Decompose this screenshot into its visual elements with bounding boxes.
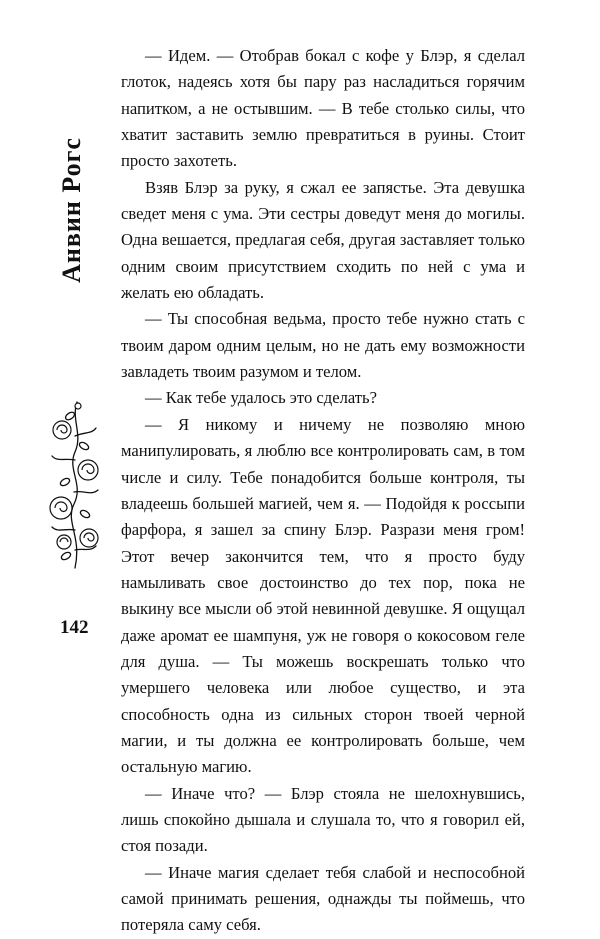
page-number: 142 xyxy=(60,617,89,638)
paragraph: — Идем. — Отобрав бокал с кофе у Блэр, я сделал глоток, надеясь хотя бы пару раз насладиться горячим напитком, а не остывшим. — В тебе столько силы, что хватит заставить землю превратиться в руины. Стоит просто захотеть. xyxy=(121,46,525,171)
paragraph: — Ты способная ведьма, просто тебе нужно стать с твоим даром одним целым, но не дать ему возможности завладеть твоим разумом и телом. xyxy=(121,309,525,382)
rose-vine-ornament xyxy=(44,400,106,570)
paragraph: — Иначе магия сделает тебя слабой и неспособной самой принимать решения, однажды ты поймешь, что потеряла саму себя. xyxy=(121,862,525,935)
paragraph: — Иначе что? — Блэр стояла не шелохнувшись, лишь спокойно дышала и слушала то, что я говорил ей, стоя позади. xyxy=(121,783,525,856)
body-text xyxy=(121,43,525,939)
paragraph: — Я никому и ничему не позволяю мною манипулировать, я люблю все контролировать сам, в том числе и силу. Тебе понадобится больше контроля, ты владеешь большей магией, чем я. — Подойдя к россыпи фарфора, я зашел за спину Блэр. Разрази меня гром! Этот вечер закончится тем, что я просто буду намыливать свое достоинство до тех пор, пока не выкину все мысли об этой невинной девушке. Я ощущал даже аромат ее шампуня, уж не говоря о кокосовом геле для душа. — Ты можешь воскрешать только что умершего человека или любое существо, и эта способность одна из сильных сторон твоей черной магии, и ты должна ее контролировать больше, чем остальную магию. xyxy=(121,414,525,777)
paragraph: Взяв Блэр за руку, я сжал ее запястье. Эта девушка сведет меня с ума. Эти сестры доведут меня до могилы. Одна вешается, предлагая себя, другая заставляет только одним своим присутствием сходить по ней с ума и желать ею обладать. xyxy=(121,177,525,303)
running-head-author: Анвин Рогс xyxy=(57,137,86,283)
paragraph: — Как тебе удалось это сделать? xyxy=(145,388,377,408)
